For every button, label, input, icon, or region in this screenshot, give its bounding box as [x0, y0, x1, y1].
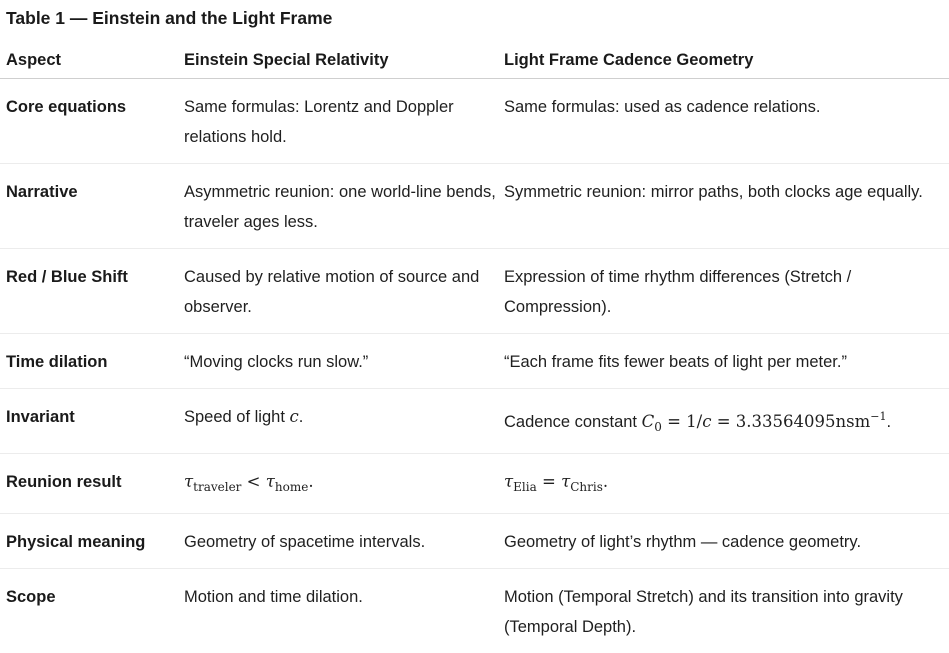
math-op: = [537, 472, 561, 491]
math-op: = 1/ [662, 412, 702, 431]
table-row [0, 79, 949, 164]
math-var-C: C [642, 412, 655, 431]
math-sub: Elia [513, 480, 537, 494]
row-light-frame: Symmetric reunion: mirror paths, both clocks age equally. [498, 164, 949, 249]
cadence-formula [642, 412, 887, 431]
row-light-frame: Same formulas: used as cadence relations. [498, 79, 949, 164]
row-einstein: Caused by relative motion of source and observer. [178, 249, 498, 334]
table-row [0, 389, 949, 454]
row-aspect: Reunion result [0, 454, 178, 514]
math-tau: τ [184, 472, 193, 491]
header-einstein: Einstein Special Relativity [178, 43, 498, 79]
punct: . [886, 413, 891, 431]
comparison-table [0, 43, 949, 653]
math-tau: τ [561, 472, 570, 491]
row-light-frame: Motion (Temporal Stretch) and its transition into gravity (Temporal Depth). [498, 569, 949, 653]
math-sub: traveler [193, 480, 241, 494]
row-aspect: Core equations [0, 79, 178, 164]
math-sub: 0 [654, 420, 662, 434]
row-aspect: Time dilation [0, 334, 178, 389]
row-light-frame: Geometry of light’s rhythm — cadence geometry. [498, 514, 949, 569]
row-einstein: “Moving clocks run slow.” [178, 334, 498, 389]
header-row [0, 43, 949, 79]
math-value: = 3.33564095nsm [711, 412, 870, 431]
row-aspect: Scope [0, 569, 178, 653]
header-aspect: Aspect [0, 43, 178, 79]
row-light-frame: “Each frame fits fewer beats of light per meter.” [498, 334, 949, 389]
invariant-einstein-text: Speed of light [184, 408, 290, 426]
math-sub: Chris [570, 480, 603, 494]
math-tau: τ [266, 472, 275, 491]
row-einstein: Same formulas: Lorentz and Doppler relations hold. [178, 79, 498, 164]
table-row [0, 514, 949, 569]
math-op: < [241, 472, 265, 491]
table-row [0, 249, 949, 334]
math-sub: home [275, 480, 308, 494]
punct: . [603, 472, 608, 491]
punct: . [308, 472, 313, 491]
table-row [0, 454, 949, 514]
row-light-frame [498, 389, 949, 454]
row-einstein: Motion and time dilation. [178, 569, 498, 653]
table-row [0, 334, 949, 389]
math-var-c: c [702, 412, 711, 431]
row-einstein: Asymmetric reunion: one world-line bends, traveler ages less. [178, 164, 498, 249]
reunion-formula-light [504, 472, 608, 491]
table-row [0, 569, 949, 653]
row-aspect: Invariant [0, 389, 178, 454]
table-title: Table 1 — Einstein and the Light Frame [6, 8, 332, 29]
row-einstein: Geometry of spacetime intervals. [178, 514, 498, 569]
table-row [0, 164, 949, 249]
math-tau: τ [504, 472, 513, 491]
row-light-frame [498, 454, 949, 514]
row-aspect: Physical meaning [0, 514, 178, 569]
math-var-c: c [290, 407, 299, 426]
row-einstein [178, 389, 498, 454]
punct: . [299, 408, 304, 426]
math-sup: −1 [870, 410, 886, 423]
row-einstein [178, 454, 498, 514]
row-light-frame: Expression of time rhythm differences (Stretch / Compression). [498, 249, 949, 334]
header-light-frame: Light Frame Cadence Geometry [498, 43, 949, 79]
invariant-light-text: Cadence constant [504, 413, 642, 431]
row-aspect: Narrative [0, 164, 178, 249]
row-aspect: Red / Blue Shift [0, 249, 178, 334]
reunion-formula-einstein [184, 472, 314, 491]
